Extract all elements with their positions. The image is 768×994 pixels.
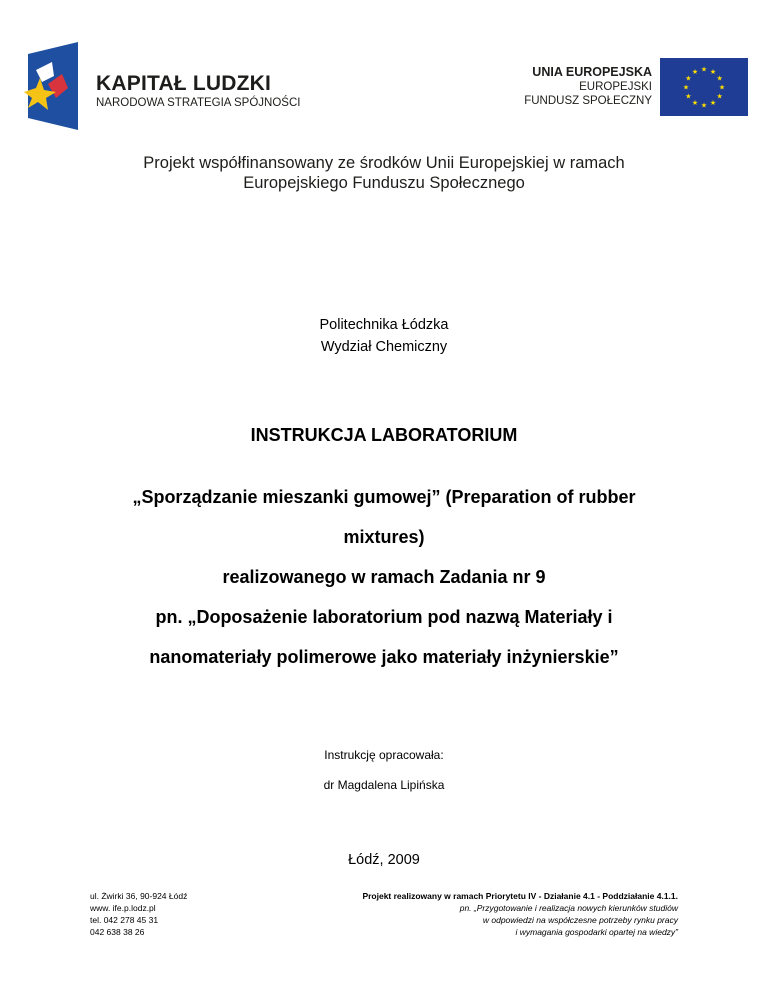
footer-address: ul. Żwirki 36, 90-924 Łódź xyxy=(90,891,188,901)
footer-project-line-3: i wymagania gospodarki opartej na wiedzy” xyxy=(515,927,678,937)
subject-line-2: mixtures) xyxy=(343,527,425,547)
eu-star-icon: ★ xyxy=(685,92,692,101)
eu-title: UNIA EUROPEJSKA xyxy=(532,65,652,79)
logo-title: KAPITAŁ LUDZKI xyxy=(96,72,272,95)
eu-fund-line-2: FUNDUSZ SPOŁECZNY xyxy=(524,95,652,107)
eu-star-icon: ★ xyxy=(691,99,699,108)
eu-star-icon: ★ xyxy=(718,83,726,92)
cofinancing-line-1: Projekt współfinansowany ze środków Unii Europejskiej w ramach xyxy=(143,154,625,172)
footer-project-title: Projekt realizowany w ramach Priorytetu IV - Działanie 4.1 - Poddziałanie 4.1.1. xyxy=(362,891,678,901)
eu-star-icon: ★ xyxy=(716,74,723,83)
cofinancing-line-2: Europejskiego Funduszu Społecznego xyxy=(243,174,525,192)
eu-star-icon: ★ xyxy=(691,67,699,76)
author-block xyxy=(0,740,768,800)
eu-star-icon: ★ xyxy=(682,83,690,92)
cofinancing-statement xyxy=(0,153,768,193)
footer-project-info xyxy=(362,890,678,938)
document-title: INSTRUKCJA LABORATORIUM xyxy=(250,425,518,445)
logo-subtitle: NARODOWA STRATEGIA SPÓJNOŚCI xyxy=(96,97,301,109)
author-label: Instrukcję opracowała: xyxy=(324,748,444,762)
eu-text-block xyxy=(524,64,652,108)
faculty-name: Wydział Chemiczny xyxy=(320,339,448,355)
footer-project-line-1: pn. „Przygotowanie i realizacja nowych kierunków studiów xyxy=(459,903,678,913)
eu-star-icon: ★ xyxy=(709,67,717,76)
footer-project-line-2: w odpowiedzi na współczesne potrzeby rynku pracy xyxy=(482,915,678,925)
eu-star-icon: ★ xyxy=(709,99,717,108)
institution-block xyxy=(0,314,768,358)
subject-block xyxy=(80,477,688,677)
eu-star-icon: ★ xyxy=(700,101,708,110)
eu-fund-line-1: EUROPEJSKI xyxy=(579,81,652,93)
footer-website: www. ife.p.lodz.pl xyxy=(90,903,156,913)
subject-line-4: pn. „Doposażenie laboratorium pod nazwą Materiały i xyxy=(155,607,613,627)
subject-line-1: „Sporządzanie mieszanki gumowej” (Preparation of rubber xyxy=(132,487,636,507)
author-name: dr Magdalena Lipińska xyxy=(323,778,445,792)
subject-line-5: nanomateriały polimerowe jako materiały inżynierskie” xyxy=(149,647,619,667)
eu-star-icon: ★ xyxy=(700,65,708,74)
footer-phone: tel. 042 278 45 31 xyxy=(90,915,159,925)
eu-star-icon: ★ xyxy=(685,74,692,83)
footer-phone-2: 042 638 38 26 xyxy=(90,927,145,937)
subject-line-3: realizowanego w ramach Zadania nr 9 xyxy=(222,567,546,587)
university-name: Politechnika Łódzka xyxy=(319,317,449,333)
eu-flag-icon xyxy=(660,58,748,116)
footer-contact xyxy=(90,890,187,938)
kapital-ludzki-logo-icon xyxy=(22,40,82,132)
place-date: Łódź, 2009 xyxy=(348,852,420,868)
eu-star-icon: ★ xyxy=(716,92,723,101)
